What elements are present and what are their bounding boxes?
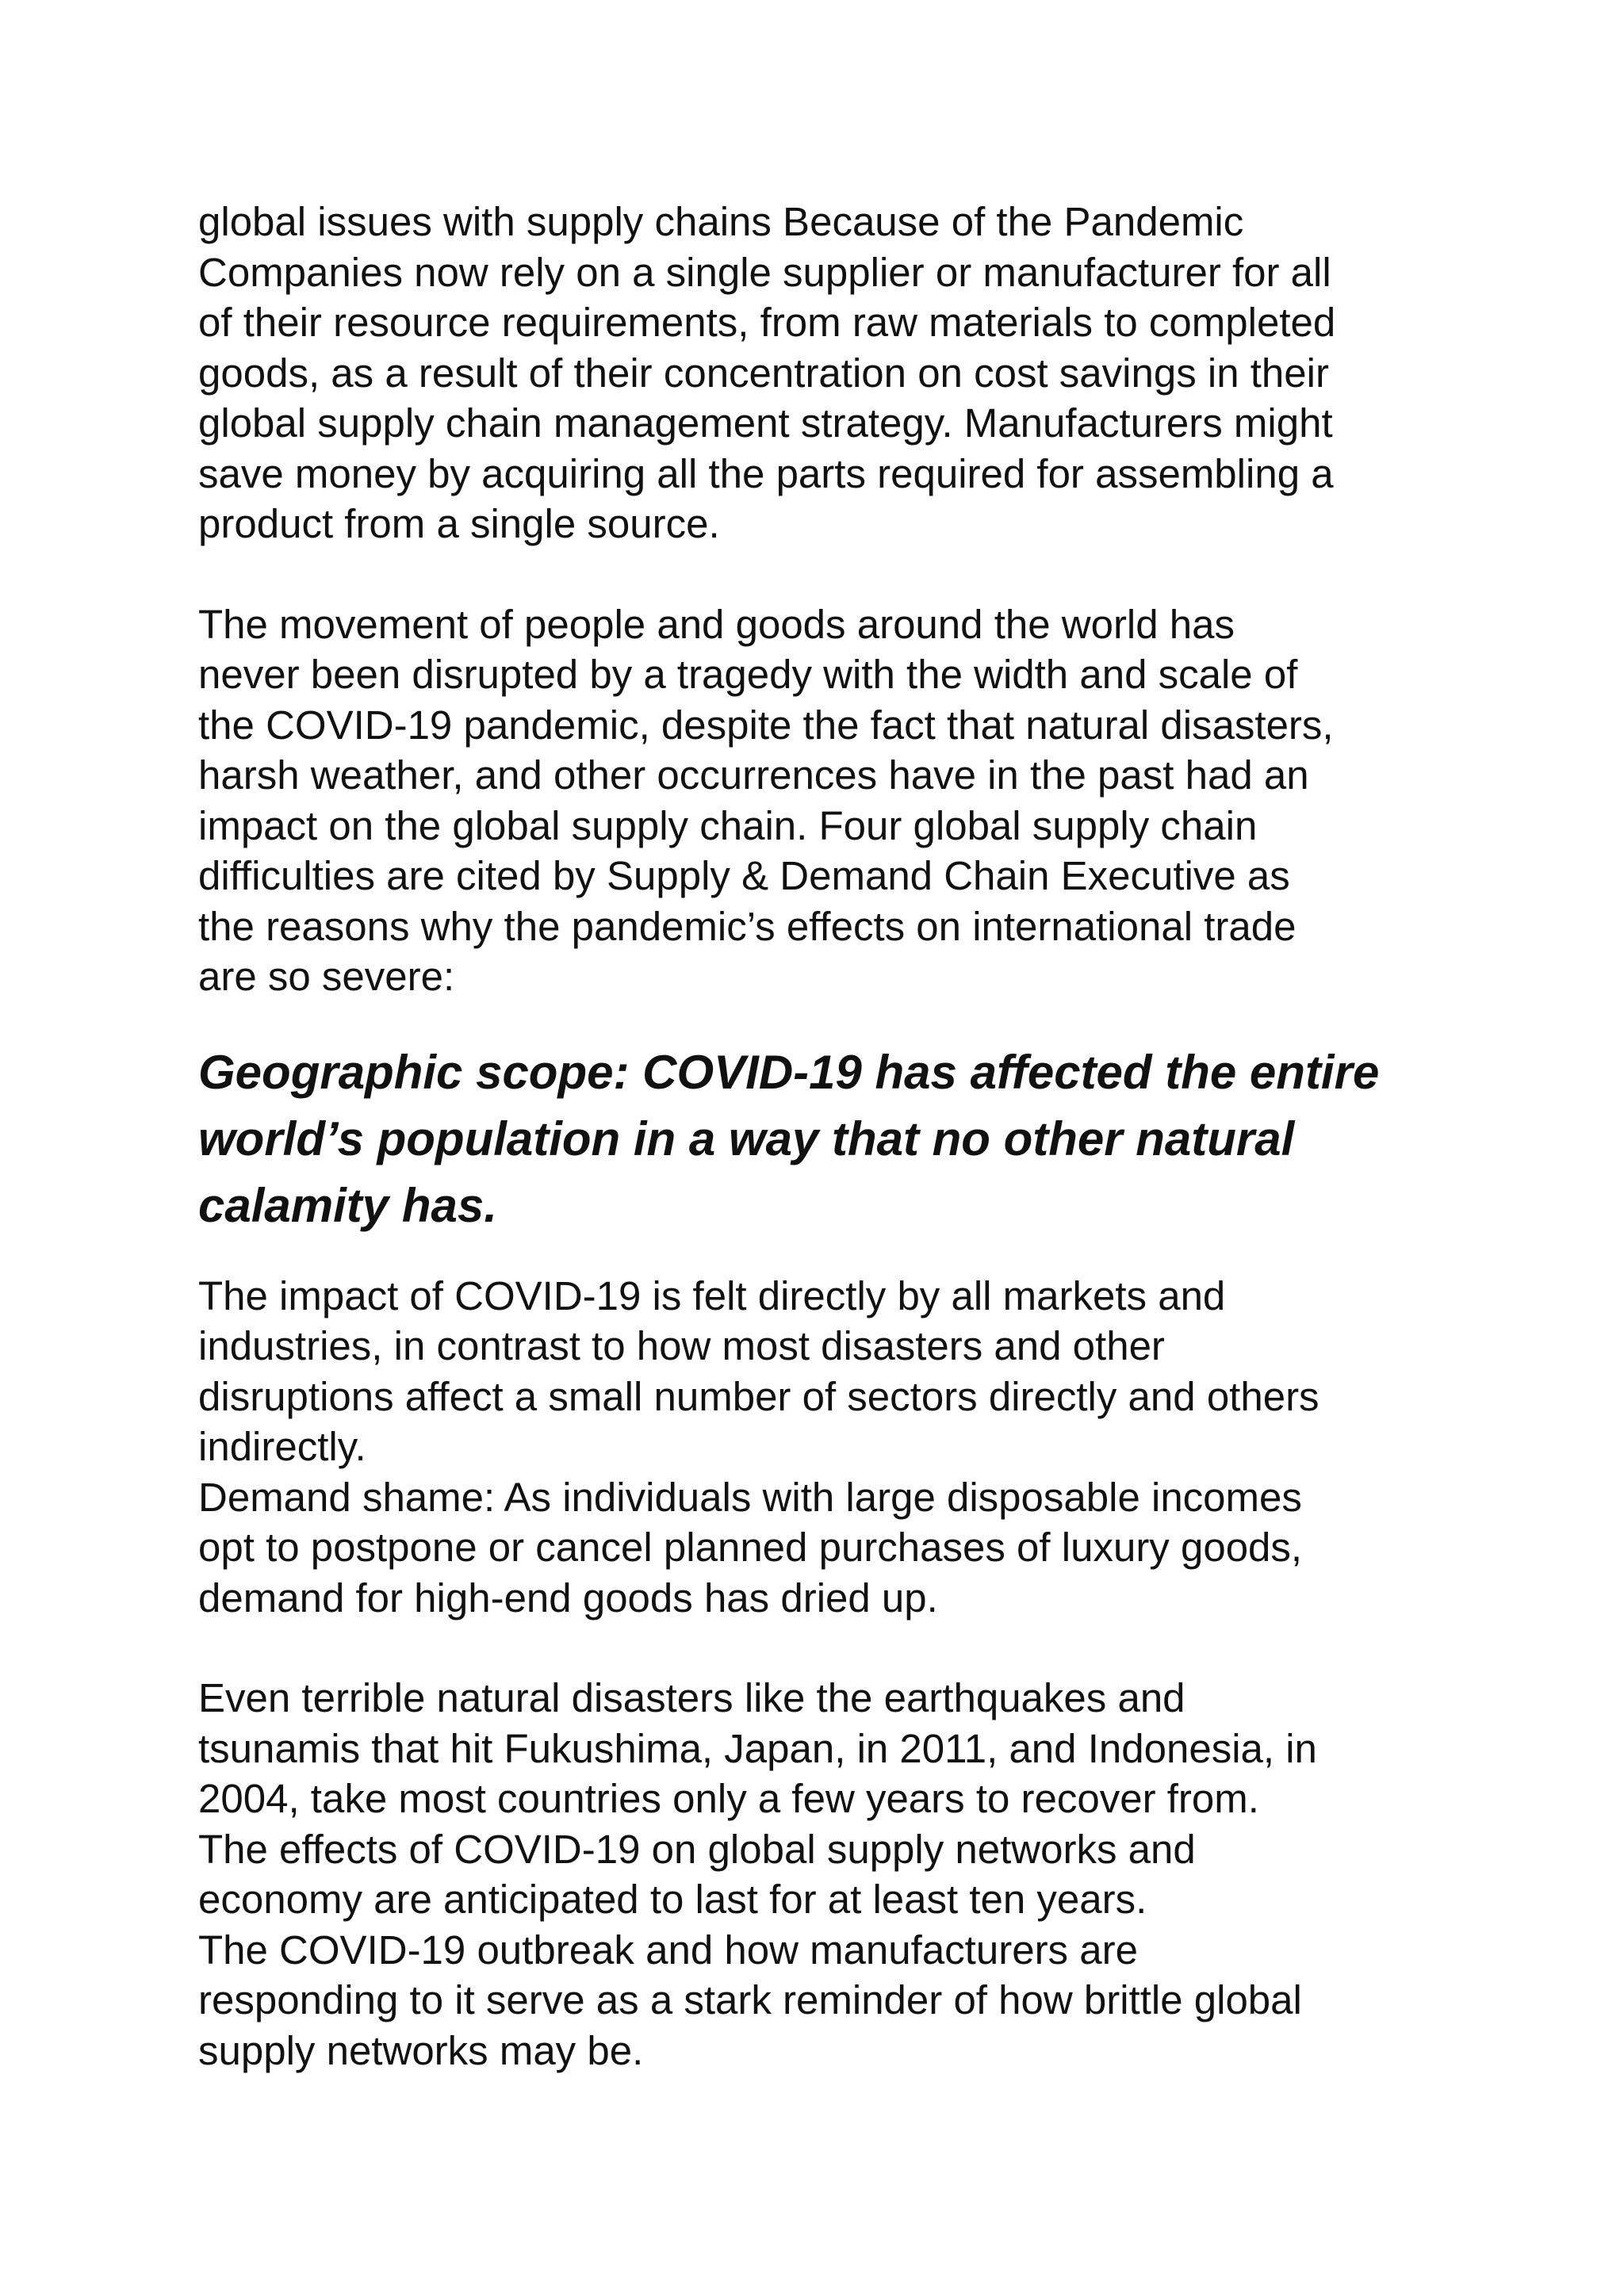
- text-line: responding to it serve as a stark reminder of how brittle global: [198, 1977, 1302, 2022]
- text-line: the COVID-19 pandemic, despite the fact that natural disasters,: [198, 702, 1334, 748]
- text-line: The COVID-19 outbreak and how manufacturers are: [198, 1927, 1138, 1973]
- text-line: Even terrible natural disasters like the earthquakes and: [198, 1675, 1185, 1720]
- text-line: impact on the global supply chain. Four global supply chain: [198, 802, 1258, 848]
- text-line: difficulties are cited by Supply & Demand Chain Executive as: [198, 853, 1290, 898]
- text-line: Companies now rely on a single supplier or manufacturer for all: [198, 249, 1331, 295]
- paragraph-spacer: [198, 549, 1451, 599]
- heading-line: calamity has.: [198, 1178, 497, 1232]
- text-line: demand for high-end goods has dried up.: [198, 1575, 938, 1621]
- heading-line: world’s population in a way that no other natural: [198, 1112, 1295, 1165]
- text-line: the reasons why the pandemic’s effects on international trade: [198, 903, 1297, 949]
- text-line: 2004, take most countries only a few years to recover from.: [198, 1776, 1259, 1821]
- text-line: tsunamis that hit Fukushima, Japan, in 2011, and Indonesia, in: [198, 1725, 1317, 1771]
- text-line: disruptions affect a small number of sectors directly and others: [198, 1373, 1320, 1419]
- paragraph-spacer: [198, 1623, 1451, 1673]
- heading-spacer-bottom: [198, 1239, 1451, 1271]
- text-line: The movement of people and goods around the world has: [198, 601, 1235, 647]
- text-line: Demand shame: As individuals with large disposable incomes: [198, 1474, 1302, 1520]
- section-heading: [198, 1039, 1451, 1239]
- text-line: industries, in contrast to how most disasters and other: [198, 1323, 1165, 1368]
- text-line: The impact of COVID-19 is felt directly by all markets and: [198, 1272, 1226, 1318]
- text-line: save money by acquiring all the parts required for assembling a: [198, 450, 1334, 496]
- paragraph-supply-chain-intro: [198, 197, 1451, 549]
- text-line: indirectly.: [198, 1424, 366, 1469]
- text-line: of their resource requirements, from raw materials to completed: [198, 300, 1336, 345]
- text-line: opt to postpone or cancel planned purchases of luxury goods,: [198, 1525, 1303, 1570]
- heading-spacer-top: [198, 1002, 1451, 1039]
- text-line: supply networks may be.: [198, 2027, 644, 2073]
- text-line: The effects of COVID-19 on global supply networks and: [198, 1826, 1196, 1872]
- document-body: [198, 197, 1451, 2076]
- text-line: global supply chain management strategy. Manufacturers might: [198, 400, 1333, 446]
- paragraph-recovery-outlook: [198, 1673, 1451, 2076]
- text-line: economy are anticipated to last for at least ten years.: [198, 1877, 1147, 1922]
- text-line: never been disrupted by a tragedy with the width and scale of: [198, 652, 1298, 697]
- paragraph-impact-demand: [198, 1271, 1451, 1624]
- text-line: goods, as a result of their concentration on cost savings in their: [198, 350, 1329, 396]
- heading-line: Geographic scope: COVID-19 has affected the entire: [198, 1045, 1380, 1099]
- text-line: are so severe:: [198, 954, 455, 999]
- text-line: global issues with supply chains Because of the Pandemic: [198, 199, 1244, 244]
- text-line: harsh weather, and other occurrences have in the past had an: [198, 752, 1309, 798]
- paragraph-pandemic-disruption: [198, 599, 1451, 1002]
- text-line: product from a single source.: [198, 501, 720, 546]
